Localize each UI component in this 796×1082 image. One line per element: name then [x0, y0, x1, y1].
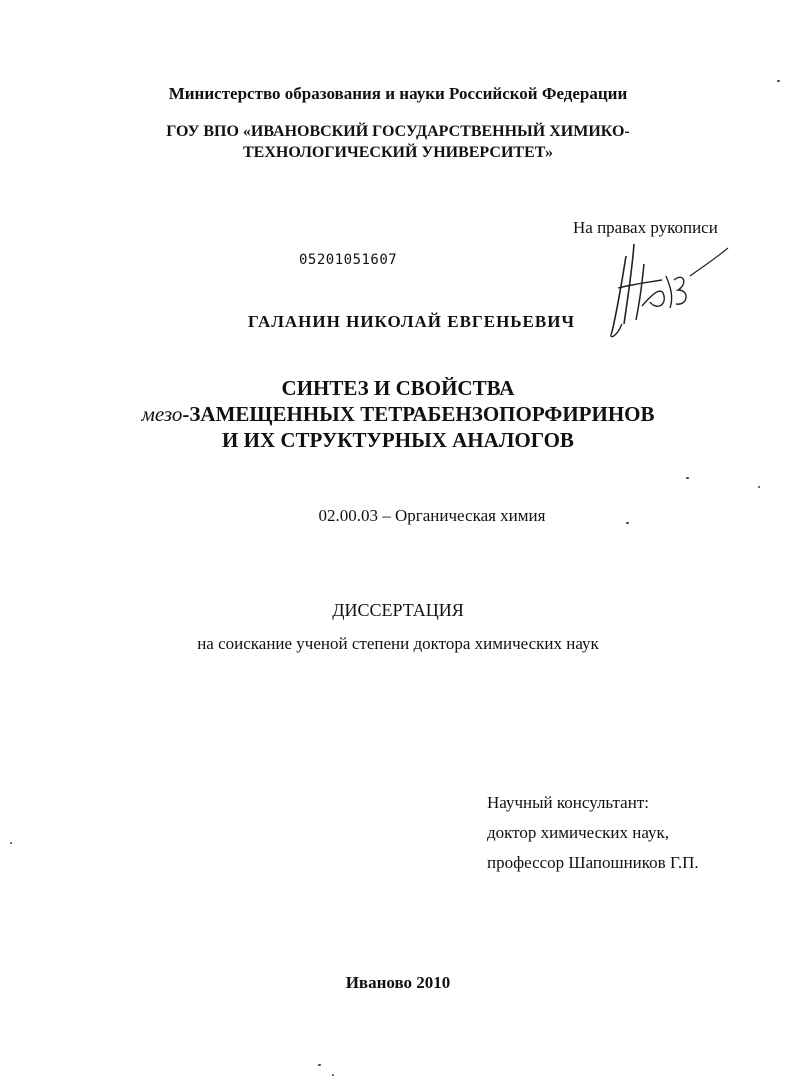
scientific-consultant [487, 788, 699, 878]
university-line-1: ГОУ ВПО «ИВАНОВСКИЙ ГОСУДАРСТВЕННЫЙ ХИМИКО- [166, 123, 630, 140]
handwritten-signature [604, 236, 734, 346]
scan-speck [686, 477, 689, 479]
scan-speck [318, 1064, 321, 1066]
city-year: Иваново 2010 [345, 973, 451, 992]
university-line-2: ТЕХНОЛОГИЧЕСКИЙ УНИВЕРСИТЕТ» [243, 144, 553, 161]
title-line-2 [0, 401, 796, 427]
author-name: ГАЛАНИН НИКОЛАЙ ЕВГЕНЬЕВИЧ [248, 312, 575, 331]
ministry-line: Министерство образования и науки Российской Федерации [168, 84, 628, 103]
dissertation-title [0, 375, 796, 453]
title-line-1: СИНТЕЗ И СВОЙСТВА [281, 376, 515, 400]
consultant-degree: доктор химических наук, [487, 823, 670, 842]
specialty-code: 02.00.03 – Органическая химия [318, 506, 546, 525]
university-name [0, 121, 796, 163]
degree-line: на соискание ученой степени доктора химических наук [197, 634, 599, 653]
scan-speck [626, 522, 629, 524]
scan-speck [758, 486, 760, 488]
title-prefix-meso: мезо [141, 402, 183, 426]
document-type: ДИССЕРТАЦИЯ [332, 600, 464, 620]
consultant-label: Научный консультант: [487, 793, 649, 812]
title-line-2-rest: -ЗАМЕЩЕННЫХ ТЕТРАБЕНЗОПОРФИРИНОВ [182, 402, 655, 426]
scan-speck [10, 842, 12, 844]
scan-speck [777, 80, 780, 82]
title-line-3: И ИХ СТРУКТУРНЫХ АНАЛОГОВ [222, 428, 574, 452]
rights-note: На правах рукописи [573, 218, 718, 237]
scan-speck [332, 1074, 334, 1076]
catalog-code: 05201051607 [299, 252, 398, 268]
consultant-name: профессор Шапошников Г.П. [487, 853, 699, 872]
